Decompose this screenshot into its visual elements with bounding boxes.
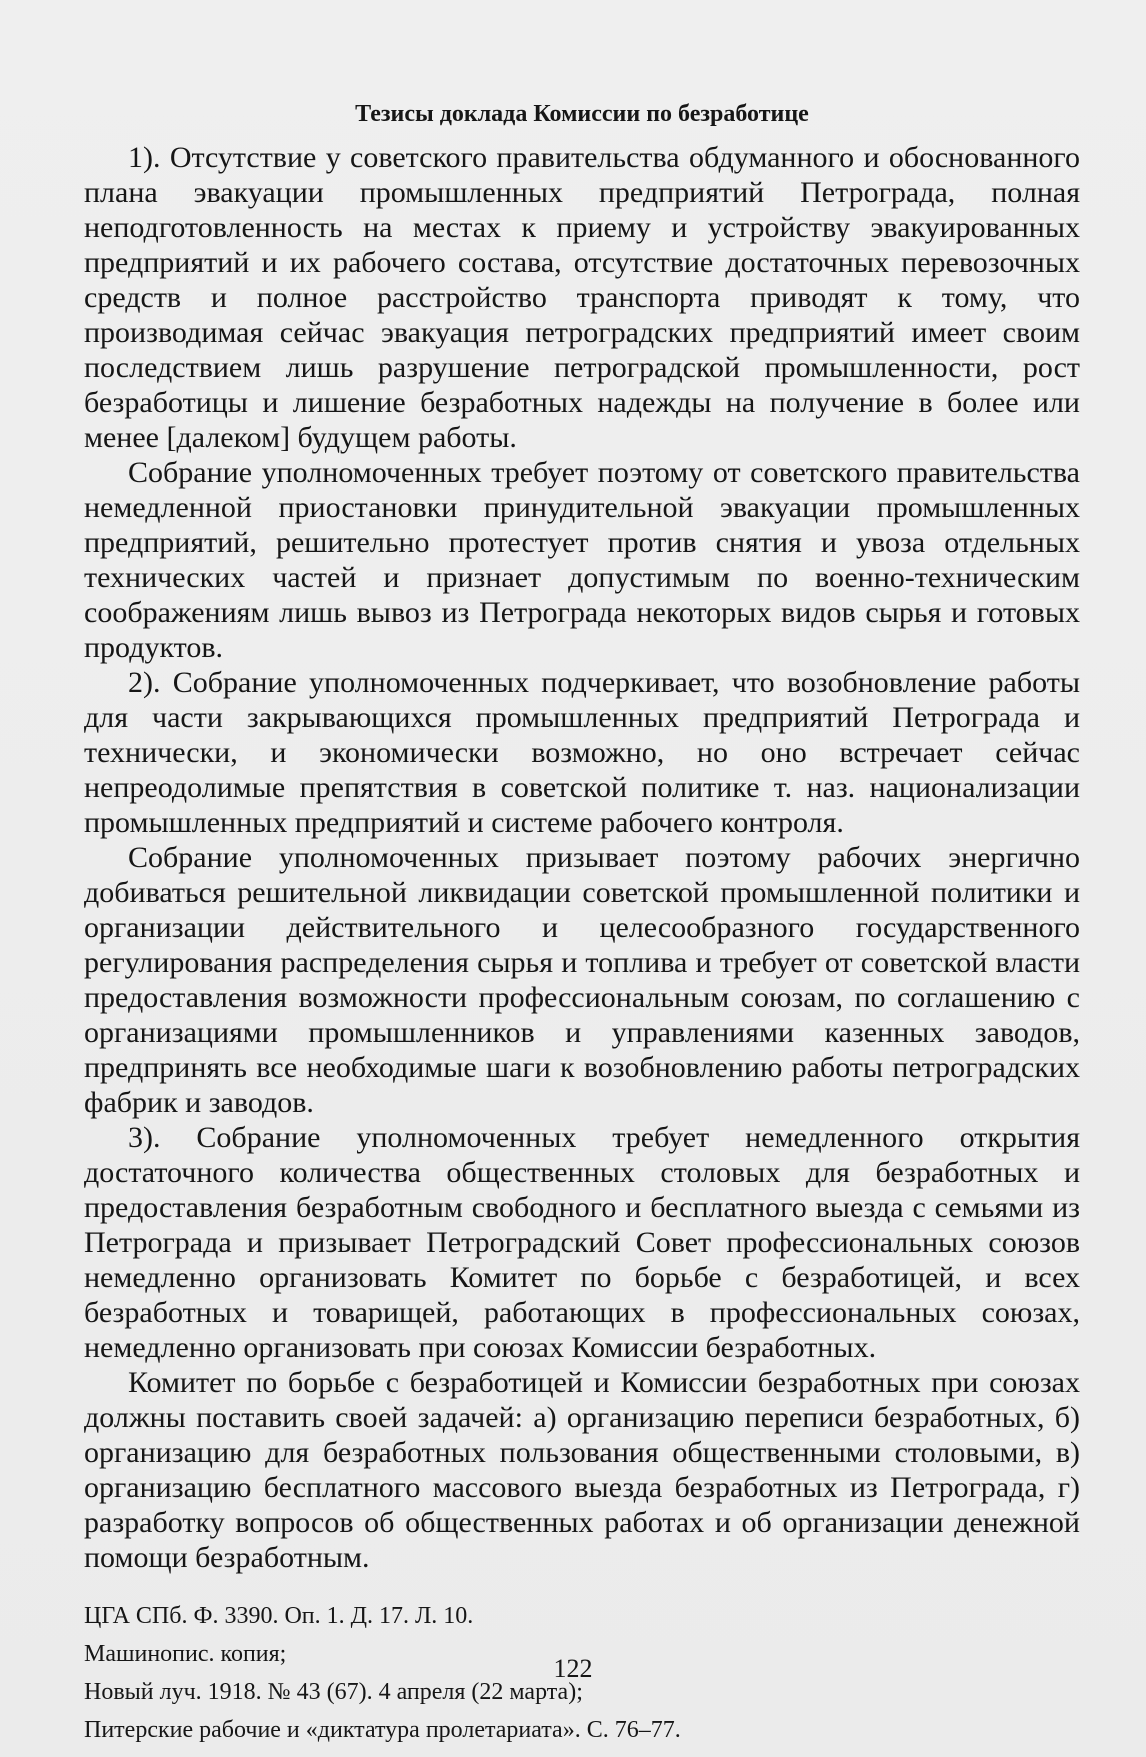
document-body bbox=[84, 98, 1080, 1753]
copy-type-note: Машинопис. копия; bbox=[84, 1641, 287, 1667]
paragraph-6: Комитет по борьбе с безработицей и Комиссии безработных при союзах должны поставить своей задачей: а) организацию переписи безработных, б) организацию для безработных пользования общественными столовыми, в) организацию бесплатного массового выезда безработных из Петрограда, г) разработку вопросов об общественных работах и об организации денежной помощи безработным. bbox=[84, 1366, 1080, 1574]
paragraph-5: 3). Собрание уполномоченных требует немедленного открытия достаточного количества общественных столовых для безработных и предоставления безработным свободного и бесплатного выезда с семьями из Петрограда и призывает Петроградский Совет профессиональных союзов немедленно организовать Комитет по борьбе с безработицей, и всех безработных и товарищей, работающих в профессиональных союзах, немедленно организовать при союзах Комиссии безработных. bbox=[84, 1121, 1080, 1364]
paragraph-1: 1). Отсутствие у советского правительства обдуманного и обоснованного плана эвакуации промышленных предприятий Петрограда, полная неподготовленность на местах к приему и устройству эвакуированных предприятий и их рабочего состава, отсутствие достаточных перевозочных средств и полное расстройство транспорта приводят к тому, что производимая сейчас эвакуация петроградских предприятий имеет своим последствием лишь разрушение петроградской промышленности, рост безработицы и лишение безработных надежды на получение в более или менее [далеком] будущем работы. bbox=[84, 141, 1080, 454]
archive-reference: ЦГА СПб. Ф. 3390. Оп. 1. Д. 17. Л. 10. bbox=[84, 1603, 474, 1629]
paragraph-4: Собрание уполномоченных призывает поэтому рабочих энергично добиваться решительной ликвидации советской промышленной политики и организации действительного и целесообразного государственного регулирования распределения сырья и топлива и требует от советской власти предоставления возможности профессиональным союзам, по соглашению с организациями промышленников и управлениями казенных заводов, предпринять все необходимые шаги к возобновлению работы петроградских фабрик и заводов. bbox=[84, 841, 1080, 1119]
page-number: 122 bbox=[553, 1654, 593, 1683]
paragraph-3: 2). Собрание уполномоченных подчеркивает, что возобновление работы для части закрывающихся промышленных предприятий Петрограда и технически, и экономически возможно, но оно встречает сейчас непреодолимые препятствия в советской политике т. наз. национализации промышленных предприятий и системе рабочего контроля. bbox=[84, 666, 1080, 839]
newspaper-reference: Новый луч. 1918. № 43 (67). 4 апреля (22 марта); bbox=[84, 1679, 583, 1705]
document-title: Тезисы доклада Комиссии по безработице bbox=[355, 101, 809, 127]
book-reference: Питерские рабочие и «диктатура пролетариата». С. 76–77. bbox=[84, 1717, 681, 1743]
paragraph-2: Собрание уполномоченных требует поэтому от советского правительства немедленной приостановки принудительной эвакуации промышленных предприятий, решительно протестует против снятия и увоза отдельных технических частей и признает допустимым по военно-техническим соображениям лишь вывоз из Петрограда некоторых видов сырья и готовых продуктов. bbox=[84, 456, 1080, 664]
